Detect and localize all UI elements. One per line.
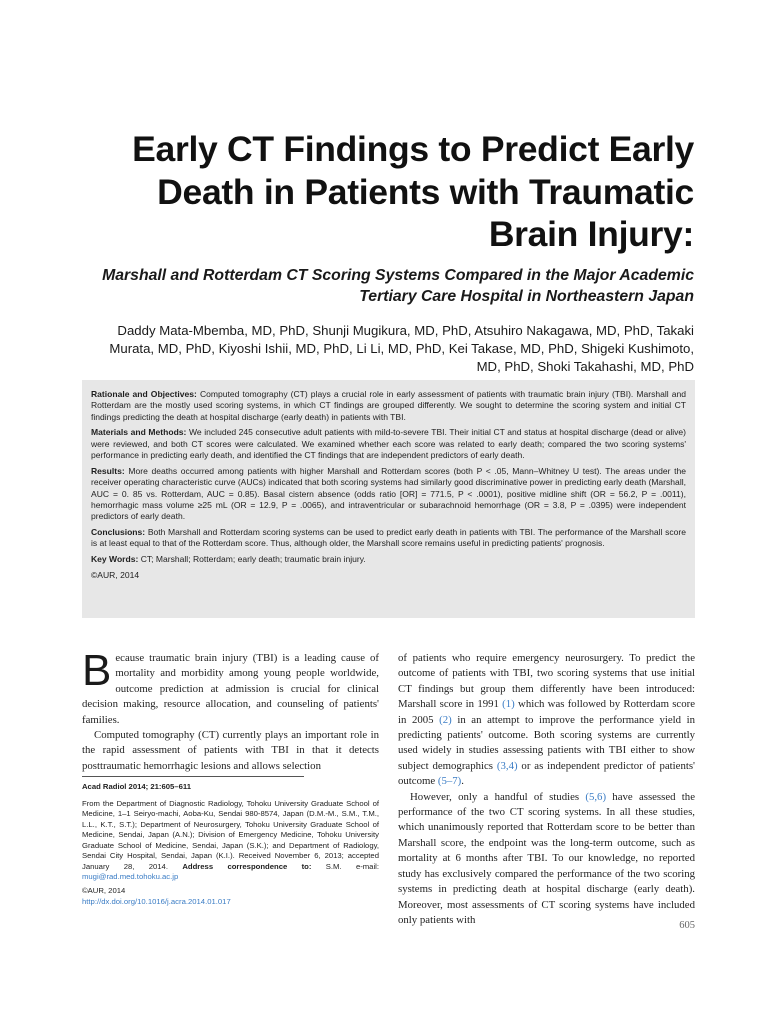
abstract-results — [91, 466, 686, 523]
correspondence-label: Address correspondence to: — [182, 861, 312, 871]
abstract-copyright: ©AUR, 2014 — [91, 569, 140, 580]
paragraph-text: in an attempt to improve the performance yield in predicting patients' outcome. Both scoring systems are currently used widely in studies assessing patients with TBI either to show subject demographics — [398, 713, 696, 772]
abstract-box — [82, 380, 695, 618]
rationale-text: Computed tomography (CT) plays a crucial role in early assessment of patients with traumatic brain injury (TBI). Marshall and Rotterdam are the mostly used scoring systems, in which CT findings are grouped differently. We sought to determine the scoring system and initial CT findings predicting the death at hospital discharge (early death) in patients with TBI. — [91, 389, 686, 422]
keywords-label: Key Words: — [91, 554, 139, 565]
footnote-divider — [82, 776, 304, 777]
article-subtitle: Marshall and Rotterdam CT Scoring Systems Compared in the Major Academic Tertiary Care Hospital in Northeastern Japan — [102, 267, 694, 305]
reference-link[interactable]: (1) — [502, 698, 515, 711]
reference-link[interactable]: (5–7) — [437, 775, 462, 788]
abstract-methods — [91, 427, 686, 461]
results-label: Results: — [91, 465, 125, 476]
abstract-conclusions — [91, 527, 686, 550]
journal-citation: Acad Radiol 2014; 21:605–611 — [82, 782, 191, 791]
drop-cap: B — [82, 646, 112, 695]
paragraph-text: . — [461, 775, 464, 788]
body-column-right — [398, 651, 695, 928]
rationale-label: Rationale and Objectives: — [91, 389, 197, 399]
body-paragraph — [398, 651, 695, 790]
body-paragraph — [398, 790, 695, 929]
footnote-affiliations — [82, 799, 379, 883]
body-paragraph: Computed tomography (CT) currently plays an important role in the rapid assessment of patients with TBI in that it detects posttraumatic hemorrhagic lesions and allows selection — [82, 729, 379, 772]
author-list: Daddy Mata-Mbemba, MD, PhD, Shunji Mugikura, MD, PhD, Atsuhiro Nakagawa, MD, PhD, Takaki Murata, MD, PhD, Kiyoshi Ishii, MD, PhD, Li Li, MD, PhD, Kei Takase, MD, PhD, Shigeki Kushimoto, MD, PhD, Shoki Takahashi, MD, PhD — [109, 323, 694, 374]
abstract-rationale — [91, 389, 686, 423]
reference-link[interactable]: (5,6) — [585, 790, 607, 803]
reference-link[interactable]: (3,4) — [496, 759, 518, 772]
conclusions-text: Both Marshall and Rotterdam scoring systems can be used to predict early death in patients with TBI. The performance of the Marshall score is at least equal to that of the Rotterdam score. Thus, although older, the Marshall score remains useful in predicting patients' prognosis. — [91, 527, 686, 549]
body-column-left — [82, 646, 379, 774]
correspondence-text: S.M. e-mail: — [325, 861, 380, 871]
footnote-block — [82, 782, 379, 911]
doi-link[interactable]: http://dx.doi.org/10.1016/j.acra.2014.01.017 — [82, 896, 231, 906]
paragraph-text: or as independent predictor of patients' outcome — [398, 759, 695, 788]
affiliations-text: From the Department of Diagnostic Radiology, Tohoku University Graduate School of Medicine, 1–1 Seiryo-machi, Aoba-Ku, Sendai 980-8574, Japan (D.M.-M., S.M., T.M., L.L., K.T., S.T.); Department of Neurosurgery, Tohoku University Graduate School of Medicine, Sendai, Japan (A.N.); Division of Emergency Medicine, Tohoku University Graduate School of Medicine, Sendai, Japan (S.K.); and Department of Radiology, Sendai City Hospital, Sendai, Japan (K.I.). Received November 6, 2013; accepted January 28, 2014. — [82, 798, 379, 871]
footnote-copyright: ©AUR, 2014 — [82, 886, 126, 895]
methods-label: Materials and Methods: — [91, 427, 187, 438]
conclusions-label: Conclusions: — [91, 527, 146, 538]
paragraph-text: which was followed by Rotterdam score in 2005 — [398, 698, 695, 726]
paragraph-text: However, only a handful of studies — [410, 790, 586, 803]
email-link[interactable]: mugi@rad.med.tohoku.ac.jp — [82, 872, 179, 881]
paragraph-text: of patients who require emergency neurosurgery. To predict the outcome of patients with TBI, two scoring systems that use initial CT findings but group them differently have been introduced: Marshall score in 1991 — [398, 652, 695, 711]
keywords-text: CT; Marshall; Rotterdam; early death; traumatic brain injury. — [140, 554, 366, 565]
paragraph-text: ecause traumatic brain injury (TBI) is a leading cause of mortality and morbidity among young people worldwide, outcome prediction at admission is crucial for clinical decision making, resource allocation, and counseling of patients' families. — [82, 652, 379, 726]
paragraph-text: have assessed the performance of the two CT scoring systems. In all these studies, which unanimously reported that Rotterdam score to be better than Marshall score, the endpoint was the long-term outcome, such as mortality at 6 months after TBI. To our knowledge, no reported study has exclusively compared the performance of the two scoring systems in predicting death at hospital discharge (early death). Moreover, most assessments of CT scoring systems have included only patients with — [398, 790, 695, 926]
abstract-keywords — [91, 554, 686, 565]
results-text: More deaths occurred among patients with higher Marshall and Rotterdam scores (both P < .05, Mann–Whitney U test). The areas under the receiver operating characteristic curve (AUCs) indicated that both scoring systems had similarly good discriminative power in predicting early death (Marshall, AUC = 0. 85 vs. Rotterdam, AUC = 0.85). Basal cistern absence (odds ratio [OR] = 771.5, P < .0001), positive midline shift (OR = 56.2, P = .0011), hemorrhagic mass volume ≥25 mL (OR = 12.9, P = .0065), and intraventricular or subarachnoid hemorrhage (OR = 3.8, P = .0395) were independent predictors of early death. — [91, 465, 686, 522]
page-number: 605 — [679, 920, 695, 931]
article-title: Early CT Findings to Predict Early Death in Patients with Traumatic Brain Injury: — [132, 129, 694, 254]
body-paragraph — [82, 646, 379, 728]
methods-text: We included 245 consecutive adult patients with mild-to-severe TBI. Their initial CT and status at hospital discharge (dead or alive) were reviewed, and both CT scores were calculated. We examined whether each score was related to early death; compared the two scoring systems' performance in predicting early death, and identified the CT findings that are independent predictors of early death. — [91, 427, 686, 461]
reference-link[interactable]: (2) — [439, 713, 452, 726]
